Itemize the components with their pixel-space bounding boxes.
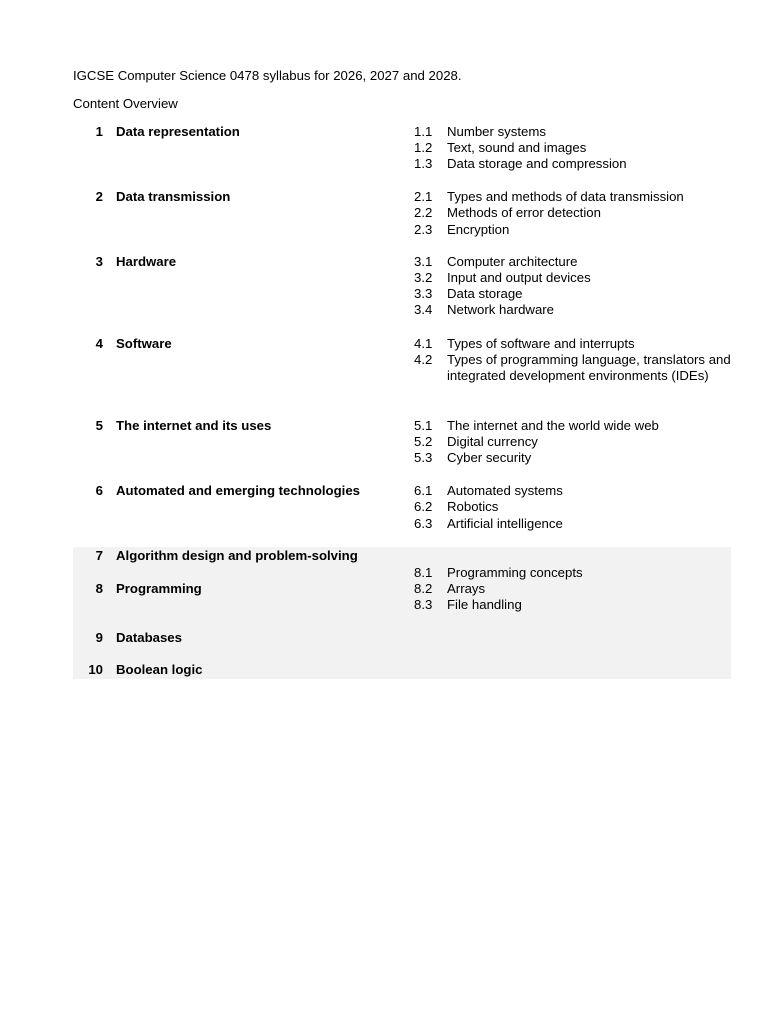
subtopic-number: 8.3 — [414, 597, 433, 612]
subtopic-text: Methods of error detection — [447, 205, 601, 220]
subtopic-number: 6.1 — [414, 483, 433, 498]
subtopic-number: 4.1 — [414, 336, 433, 351]
topic-name: Automated and emerging technologies — [116, 483, 360, 498]
topic-number: 2 — [95, 189, 103, 204]
subtopic-number: 5.1 — [414, 418, 433, 433]
topic-row — [73, 581, 403, 597]
subtopic-text: Robotics — [447, 499, 499, 514]
subtopic-text: Artificial intelligence — [447, 516, 563, 531]
subtopic-number: 2.1 — [414, 189, 433, 204]
topic-name: Databases — [116, 630, 182, 645]
subtopic-number: 5.2 — [414, 434, 433, 449]
subtopic-number: 1.3 — [414, 156, 433, 171]
subtopic-text: Data storage — [447, 286, 523, 301]
subtopic-text: Data storage and compression — [447, 156, 627, 171]
topic-name: Software — [116, 336, 172, 351]
topic-row — [73, 630, 403, 646]
subtopic-text: Programming concepts — [447, 565, 583, 580]
subtopic-text: Number systems — [447, 124, 546, 139]
topic-row — [73, 336, 403, 352]
topic-row — [73, 124, 403, 140]
subtopic-text: Types of programming language, translators and integrated development environments (IDEs) — [447, 352, 731, 384]
topic-number: 1 — [95, 124, 103, 139]
document-subtitle: Content Overview — [73, 96, 178, 111]
subtopic-number: 2.3 — [414, 222, 433, 237]
topic-number: 6 — [95, 483, 103, 498]
topic-row — [73, 418, 403, 434]
subtopic-text: Automated systems — [447, 483, 563, 498]
topic-number: 7 — [95, 548, 103, 563]
topic-number: 9 — [95, 630, 103, 645]
topic-number: 10 — [88, 662, 103, 677]
subtopic-number: 3.4 — [414, 302, 433, 317]
subtopic-text: Types of software and interrupts — [447, 336, 635, 351]
subtopic-number: 3.2 — [414, 270, 433, 285]
subtopic-text: Digital currency — [447, 434, 538, 449]
topic-row — [73, 483, 403, 499]
topic-name: The internet and its uses — [116, 418, 272, 433]
subtopic-number: 6.3 — [414, 516, 433, 531]
subtopic-number: 6.2 — [414, 499, 433, 514]
subtopic-text: Arrays — [447, 581, 486, 596]
topic-name: Data representation — [116, 124, 240, 139]
subtopic-number: 3.3 — [414, 286, 433, 301]
subtopic-number: 5.3 — [414, 450, 433, 465]
subtopic-number: 4.2 — [414, 352, 433, 367]
topic-name: Algorithm design and problem-solving — [116, 548, 358, 563]
topic-number: 4 — [95, 336, 103, 351]
topic-row — [73, 189, 403, 205]
subtopic-number: 3.1 — [414, 254, 433, 269]
subtopic-text: Network hardware — [447, 302, 555, 317]
topic-name: Hardware — [116, 254, 177, 269]
topic-row — [73, 548, 403, 564]
topic-number: 8 — [95, 581, 103, 596]
subtopic-text: File handling — [447, 597, 522, 612]
topic-number: 5 — [95, 418, 103, 433]
document-title: IGCSE Computer Science 0478 syllabus for 2026, 2027 and 2028. — [73, 68, 462, 83]
topic-number: 3 — [95, 254, 103, 269]
topic-name: Data transmission — [116, 189, 231, 204]
topic-name: Programming — [116, 581, 202, 596]
topic-name: Boolean logic — [116, 662, 203, 677]
subtopic-number: 2.2 — [414, 205, 433, 220]
subtopic-text: Computer architecture — [447, 254, 578, 269]
subtopic-text: Encryption — [447, 222, 510, 237]
subtopic-number: 8.2 — [414, 581, 433, 596]
subtopic-text: Cyber security — [447, 450, 532, 465]
subtopic-text: Text, sound and images — [447, 140, 587, 155]
subtopic-text: The internet and the world wide web — [447, 418, 659, 433]
subtopic-number: 1.2 — [414, 140, 433, 155]
subtopic-text: Input and output devices — [447, 270, 591, 285]
topic-row — [73, 254, 403, 270]
subtopic-number: 1.1 — [414, 124, 433, 139]
subtopic-number: 8.1 — [414, 565, 433, 580]
subtopic-text: Types and methods of data transmission — [447, 189, 684, 204]
topic-row — [73, 662, 403, 678]
